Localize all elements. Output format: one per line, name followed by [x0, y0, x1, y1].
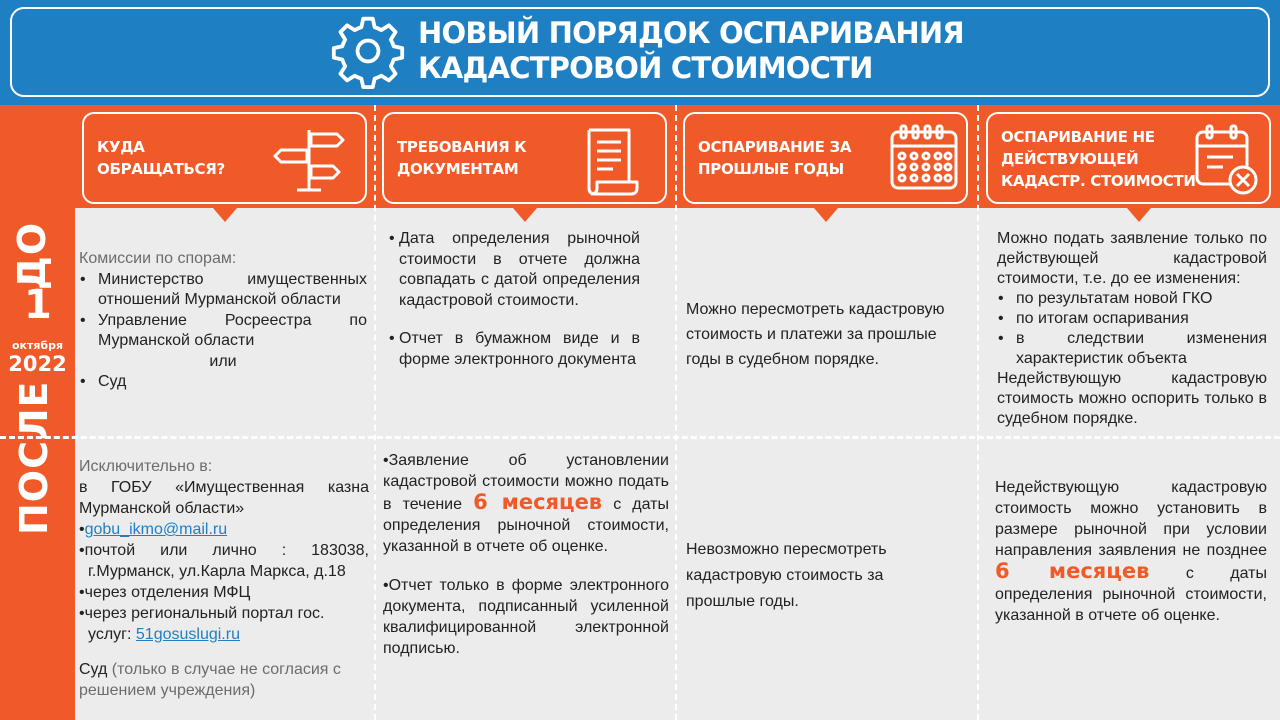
column-header-label: [397, 136, 526, 180]
column-header-line: ДЕЙСТВУЮЩЕЙ: [1001, 150, 1139, 168]
docs-list: [388, 229, 640, 311]
before-docs-cell: [388, 229, 640, 370]
page-header: [0, 0, 1280, 105]
commission-list: [79, 270, 367, 352]
column-header-line: КАДАСТР. СТОИМОСТИ: [1001, 172, 1196, 190]
docs-text: Отчет только в форме электронного документа, подписанный усиленной квалифицированной электронной подписью.: [383, 577, 669, 657]
label-after: ПОСЛЕ: [12, 380, 56, 535]
column-header-line: ОСПАРИВАНИЕ НЕ: [1001, 128, 1155, 146]
deadline-highlight: 6 месяцев: [995, 559, 1150, 583]
list-item: • Министерство имущественных отношений Мурманской области: [79, 270, 367, 311]
document-scroll-icon: [577, 124, 641, 198]
exclusive-intro: Исключительно в:: [79, 458, 213, 475]
list-item: • по результатам новой ГКО: [997, 289, 1267, 309]
column-pointer: [814, 208, 838, 222]
column-divider: [675, 105, 677, 720]
column-header-inactive: [986, 112, 1271, 204]
calendar-icon: [888, 122, 960, 194]
docs-text: с даты определения рыночной стоимости, указанной в отчете об оценке.: [383, 496, 669, 555]
column-pointer: [1127, 208, 1151, 222]
column-divider: [374, 105, 376, 720]
mfc-line: •через отделения МФЦ: [79, 584, 251, 601]
spacer: [388, 311, 640, 329]
column-header-label: [1001, 126, 1196, 192]
column-header-label: [698, 136, 851, 180]
mfc-text: через отделения МФЦ: [84, 584, 251, 601]
signpost-icon: [269, 124, 349, 196]
mail-line: •почтой или лично : 183038, г.Мурманск, ул.Карла Маркса, д.18: [79, 542, 369, 580]
column-header-line: КУДА: [97, 138, 145, 156]
title-line-1: НОВЫЙ ПОРЯДОК ОСПАРИВАНИЯ: [418, 16, 964, 50]
column-header-line: ДОКУМЕНТАМ: [397, 160, 519, 178]
before-past-cell: Можно пересмотреть кадастровую стоимость и платежи за прошлые годы в судебном порядке.: [686, 301, 945, 368]
list-item: • Дата определения рыночной стоимости в отчете должна совпадать с датой определения кадастровой стоимости.: [388, 229, 640, 311]
column-header-line: ТРЕБОВАНИЯ К: [397, 138, 527, 156]
column-header-line: ОСПАРИВАНИЕ ЗА: [698, 138, 852, 156]
list-item: • по итогам оспаривания: [997, 309, 1267, 329]
court-note: (только в случае не согласия с решением учреждения): [79, 661, 341, 699]
list-item: • в следствии изменения характеристик объекта: [997, 329, 1267, 369]
email-line: •gobu_ikmo@mail.ru: [79, 521, 228, 538]
list-item: • Управление Росреестра по Мурманской области: [79, 311, 367, 352]
timeline-divider: [0, 436, 1280, 439]
deadline-highlight: 6 месяцев: [473, 490, 603, 514]
after-docs-cell: [383, 450, 669, 659]
column-header-label: [97, 136, 225, 180]
column-header-where: [82, 112, 367, 204]
label-before: ДО: [10, 221, 54, 290]
inactive-post: с даты определения рыночной стоимости, указанной в отчете об оценке.: [995, 565, 1267, 624]
header-content: [330, 13, 964, 89]
after-inactive-cell: [995, 477, 1267, 626]
column-header-past: [683, 112, 968, 204]
portal-link[interactable]: 51gosuslugi.ru: [135, 626, 240, 643]
portal-text: через региональный портал гос. услуг:: [84, 605, 325, 643]
column-pointer: [513, 208, 537, 222]
label-day: 1: [24, 282, 52, 328]
docs-list: [388, 329, 640, 370]
portal-line: •через региональный портал гос. услуг: 51gosuslugi.ru: [79, 605, 325, 643]
label-year: 2022: [8, 352, 67, 376]
column-divider: [977, 105, 979, 720]
calendar-cancel-icon: [1193, 122, 1263, 198]
mail-text: почтой или лично : 183038, г.Мурманск, ул.Карла Маркса, д.18: [84, 542, 369, 580]
inactive-list: [997, 289, 1267, 369]
after-past-cell: Невозможно пересмотреть кадастровую стоимость за прошлые годы.: [686, 541, 887, 610]
court-list: [79, 372, 367, 393]
organization-name: в ГОБУ «Имущественная казна Мурманской области»: [79, 479, 369, 517]
page-title: [418, 16, 964, 86]
inactive-outro: Недействующую кадастровую стоимость можно оспорить только в судебном порядке.: [997, 370, 1267, 427]
spacer: [383, 557, 669, 575]
inactive-text: [995, 477, 1267, 626]
column-header-docs: [382, 112, 667, 204]
email-link[interactable]: gobu_ikmo@mail.ru: [84, 521, 228, 538]
commission-intro: Комиссии по спорам:: [79, 250, 237, 267]
gear-icon: [330, 13, 406, 89]
column-header-line: ОБРАЩАТЬСЯ?: [97, 160, 225, 178]
list-item: • Отчет в бумажном виде и в форме электронного документа: [388, 329, 640, 370]
spacer: [79, 645, 369, 659]
column-pointer: [213, 208, 237, 222]
inactive-intro: Можно подать заявление только по действующей кадастровой стоимости, т.е. до ее изменения:: [997, 230, 1267, 287]
docs-item: •Отчет только в форме электронного документа, подписанный усиленной квалифицированной электронной подписью.: [383, 577, 669, 657]
column-header-line: ПРОШЛЫЕ ГОДЫ: [698, 160, 844, 178]
court-line: [79, 659, 369, 701]
docs-text: Заявление об установлении кадастровой стоимости можно подать в течение: [383, 452, 669, 513]
inactive-pre: Недействующую кадастровую стоимость можно установить в размере рыночной при условии направления заявления не позднее: [995, 479, 1267, 559]
title-line-2: КАДАСТРОВОЙ СТОИМОСТИ: [418, 51, 873, 85]
label-month: октября: [11, 339, 64, 352]
or-separator: или: [209, 352, 237, 370]
list-item: • Суд: [79, 372, 367, 393]
docs-item: •Заявление об установлении кадастровой стоимости можно подать в течение 6 месяцев с даты определения рыночной стоимости, указанной в отчете об оценке.: [383, 452, 669, 555]
before-where-cell: [79, 249, 367, 393]
court-text: Суд: [79, 661, 108, 678]
after-where-cell: [79, 456, 369, 701]
before-inactive-cell: [997, 229, 1267, 429]
